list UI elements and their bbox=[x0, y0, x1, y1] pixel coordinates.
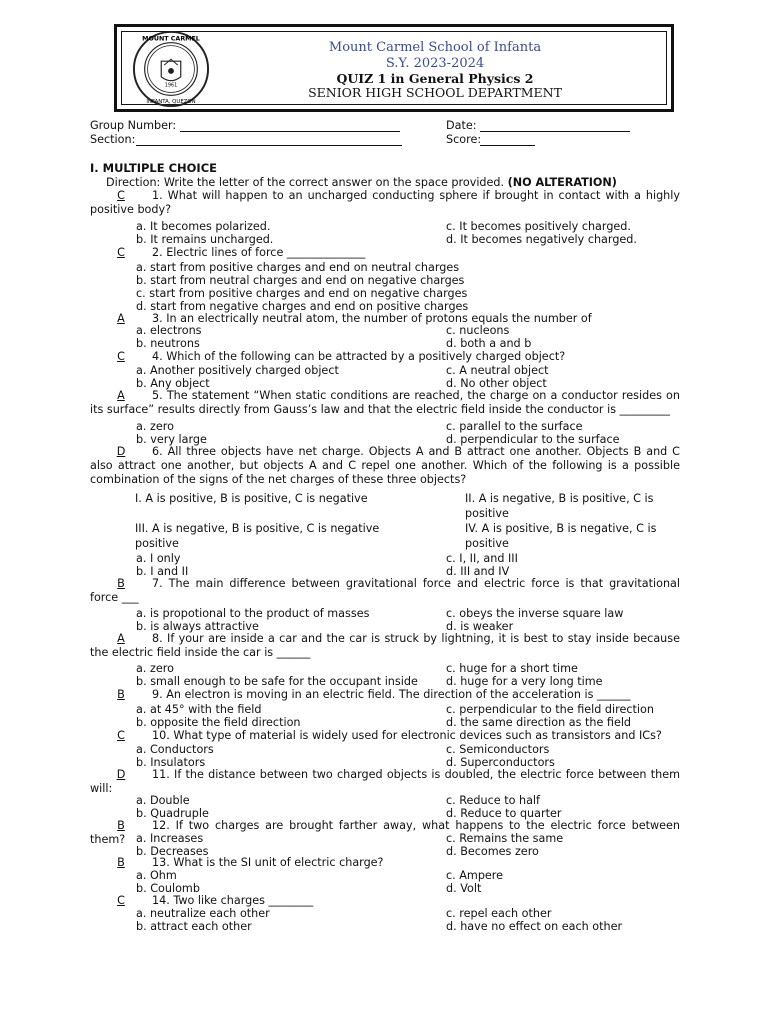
option-letter: d. bbox=[446, 620, 461, 633]
roman-numeral: IV. bbox=[465, 522, 482, 535]
option-letter: d. bbox=[446, 565, 461, 578]
option-letter: b. bbox=[136, 620, 151, 633]
option-c bbox=[446, 794, 540, 807]
option-text: huge for a short time bbox=[459, 662, 578, 675]
option-letter: c. bbox=[446, 552, 460, 565]
option-letter: b. bbox=[136, 845, 151, 858]
option-text: electrons bbox=[149, 324, 202, 337]
option-letter: a. bbox=[136, 832, 150, 845]
question-8 bbox=[90, 632, 680, 660]
question-10 bbox=[90, 729, 680, 743]
option-letter: a. bbox=[136, 324, 150, 337]
option-d bbox=[446, 675, 603, 688]
option-letter: d. bbox=[446, 716, 461, 729]
option-letter: d. bbox=[446, 675, 461, 688]
question-number: 11. bbox=[152, 768, 175, 781]
option-text: Semiconductors bbox=[459, 743, 550, 756]
option-letter: b. bbox=[136, 377, 151, 390]
option-a bbox=[136, 607, 369, 620]
answer-blank[interactable]: C bbox=[117, 246, 125, 259]
option-text: is always attractive bbox=[150, 620, 259, 633]
question-number: 9. bbox=[152, 688, 167, 701]
question-number: 7. bbox=[152, 577, 169, 590]
roman-text: A is negative, B is positive, C is negative positive bbox=[135, 522, 380, 550]
option-text: neutralize each other bbox=[149, 907, 270, 920]
quiz-title: QUIZ 1 in General Physics 2 bbox=[336, 71, 534, 86]
question-number: 3. bbox=[152, 312, 167, 325]
option-letter: d. bbox=[446, 337, 461, 350]
option-letter: b. bbox=[136, 433, 151, 446]
question-2 bbox=[90, 246, 680, 260]
option-text: Any object bbox=[150, 377, 210, 390]
option-c bbox=[446, 364, 549, 377]
option-letter: a. bbox=[136, 261, 150, 274]
option-letter: a. bbox=[136, 220, 150, 233]
question-number: 14. bbox=[152, 894, 174, 907]
option-letter: b. bbox=[136, 337, 151, 350]
option-text: have no effect on each other bbox=[460, 920, 623, 933]
option-b bbox=[136, 337, 200, 350]
option-text: zero bbox=[149, 662, 174, 675]
svg-text:MOUNT CARMEL: MOUNT CARMEL bbox=[142, 35, 200, 43]
option-letter: a. bbox=[136, 607, 150, 620]
question-text: An electron is moving in an electric field. The direction of the acceleration is ______ bbox=[166, 688, 631, 701]
option-a bbox=[136, 869, 177, 882]
option-text: It remains uncharged. bbox=[150, 233, 274, 246]
option-text: Increases bbox=[149, 832, 204, 845]
option-text: small enough to be safe for the occupant inside bbox=[150, 675, 418, 688]
option-letter: c. bbox=[446, 743, 460, 756]
option-letter: b. bbox=[136, 882, 151, 895]
option-text: A neutral object bbox=[459, 364, 549, 377]
option-text: repel each other bbox=[459, 907, 552, 920]
option-letter: d. bbox=[446, 756, 461, 769]
option-text: Ohm bbox=[149, 869, 177, 882]
option-text: perpendicular to the field direction bbox=[459, 703, 654, 716]
option-letter: b. bbox=[136, 920, 151, 933]
option-letter: c. bbox=[446, 607, 460, 620]
question-text: What type of material is widely used for electronic devices such as transistors and ICs? bbox=[173, 729, 662, 742]
question-13 bbox=[90, 856, 680, 870]
option-text: start from negative charges and end on positive charges bbox=[150, 300, 469, 313]
option-text: It becomes positively charged. bbox=[459, 220, 631, 233]
option-text: Conductors bbox=[149, 743, 214, 756]
question-number: 13. bbox=[152, 856, 174, 869]
option-text: Insulators bbox=[150, 756, 206, 769]
question-number: 8. bbox=[152, 632, 168, 645]
option-letter: c. bbox=[446, 832, 460, 845]
option-c bbox=[446, 220, 631, 233]
question-number: 1. bbox=[152, 189, 168, 202]
option-text: is weaker bbox=[460, 620, 514, 633]
option-text: Coulomb bbox=[150, 882, 200, 895]
option-a bbox=[136, 420, 174, 433]
option-letter: a. bbox=[136, 552, 150, 565]
question-7 bbox=[90, 577, 680, 605]
option-letter: c. bbox=[446, 869, 460, 882]
option-text: nucleons bbox=[459, 324, 510, 337]
option-text: III and IV bbox=[460, 565, 510, 578]
option-a bbox=[136, 324, 202, 337]
option-text: at 45° with the field bbox=[149, 703, 262, 716]
option-text: No other object bbox=[460, 377, 547, 390]
question-text: What is the SI unit of electric charge? bbox=[173, 856, 384, 869]
answer-blank[interactable]: A bbox=[117, 389, 125, 402]
answer-blank[interactable]: D bbox=[116, 445, 126, 458]
question-number: 5. bbox=[152, 389, 167, 402]
option-c bbox=[446, 662, 578, 675]
option-text: Double bbox=[149, 794, 190, 807]
question-4 bbox=[90, 350, 680, 364]
group-number-label: Group Number: bbox=[90, 119, 177, 132]
option-letter: a. bbox=[136, 364, 150, 377]
option-d bbox=[446, 716, 631, 729]
section-field[interactable] bbox=[136, 145, 402, 146]
option-letter: b. bbox=[136, 756, 151, 769]
question-number: 4. bbox=[152, 350, 167, 363]
answer-blank[interactable]: B bbox=[117, 688, 125, 701]
option-text: Remains the same bbox=[459, 832, 564, 845]
roman-option bbox=[135, 491, 385, 506]
question-text: All three objects have net charge. Objects A and B attract one another. Objects B and C also attract one another, but objects A and C repel one another. Which of the following is a possible combination of the signs of the net charges of these three objects? bbox=[90, 445, 680, 486]
option-a bbox=[136, 220, 270, 233]
option-text: the same direction as the field bbox=[460, 716, 632, 729]
school-year: S.Y. 2023-2024 bbox=[385, 56, 485, 71]
option-text: attract each other bbox=[150, 920, 252, 933]
option-letter: d. bbox=[446, 845, 461, 858]
date-label: Date: bbox=[446, 119, 477, 132]
question-text: Electric lines of force ______________ bbox=[166, 246, 366, 259]
option-letter: c. bbox=[446, 703, 460, 716]
department: SENIOR HIGH SCHOOL DEPARTMENT bbox=[308, 85, 562, 100]
option-a bbox=[136, 743, 214, 756]
answer-blank[interactable]: C bbox=[117, 189, 125, 202]
answer-blank[interactable]: A bbox=[117, 632, 125, 645]
question-text: The main difference between gravitational force and electric force is that gravitational force ___ bbox=[90, 577, 681, 604]
answer-blank[interactable]: D bbox=[116, 768, 126, 781]
option-letter: d. bbox=[446, 920, 461, 933]
roman-text: A is positive, B is negative, C is positive bbox=[465, 522, 657, 550]
roman-option bbox=[465, 521, 680, 551]
question-text: In an electrically neutral atom, the number of protons equals the number of bbox=[166, 312, 592, 325]
question-number: 10. bbox=[152, 729, 174, 742]
option-text: It becomes polarized. bbox=[149, 220, 271, 233]
option-text: Decreases bbox=[150, 845, 209, 858]
option-text: very large bbox=[150, 433, 207, 446]
option-text: start from neutral charges and end on negative charges bbox=[150, 274, 465, 287]
option-b bbox=[136, 274, 464, 287]
date-field[interactable] bbox=[480, 131, 630, 132]
option-c bbox=[446, 743, 549, 756]
option-text: zero bbox=[149, 420, 174, 433]
option-c bbox=[446, 607, 623, 620]
option-c bbox=[446, 832, 563, 845]
option-letter: a. bbox=[136, 743, 150, 756]
group-number-field[interactable] bbox=[180, 131, 400, 132]
option-text: neutrons bbox=[150, 337, 200, 350]
svg-text:1961: 1961 bbox=[164, 82, 178, 89]
roman-text: A is positive, B is positive, C is negative bbox=[145, 492, 368, 505]
answer-blank[interactable]: B bbox=[117, 577, 125, 590]
option-letter: c. bbox=[446, 324, 460, 337]
answer-blank[interactable]: B bbox=[117, 856, 125, 869]
roman-numeral: III. bbox=[135, 522, 153, 535]
question-6 bbox=[90, 445, 680, 487]
option-text: I, II, and III bbox=[459, 552, 518, 565]
option-letter: c. bbox=[446, 364, 460, 377]
option-c bbox=[446, 907, 552, 920]
option-letter: a. bbox=[136, 662, 150, 675]
option-b bbox=[136, 675, 418, 688]
option-text: Reduce to quarter bbox=[460, 807, 562, 820]
option-text: parallel to the surface bbox=[459, 420, 583, 433]
question-text: If your are inside a car and the car is struck by lightning, it is best to stay inside because the electric field inside the car is ______ bbox=[90, 632, 680, 659]
option-a bbox=[136, 907, 270, 920]
option-letter: d. bbox=[446, 807, 461, 820]
option-a bbox=[136, 261, 459, 274]
option-a bbox=[136, 552, 181, 565]
option-text: It becomes negatively charged. bbox=[460, 233, 637, 246]
question-text: The statement “When static conditions are reached, the charge on a conductor resides on its surface” results directly from Gauss’s law and that the electric field inside the conductor is _________ bbox=[90, 389, 680, 416]
option-letter: b. bbox=[136, 233, 151, 246]
question-text: If the distance between two charged objects is doubled, the electric force between them will: bbox=[90, 768, 680, 795]
question-number: 12. bbox=[152, 819, 176, 832]
answer-blank[interactable]: A bbox=[117, 312, 125, 325]
option-letter: c. bbox=[446, 420, 460, 433]
option-letter: a. bbox=[136, 869, 150, 882]
option-c bbox=[446, 420, 583, 433]
option-letter: c. bbox=[136, 287, 150, 300]
answer-blank[interactable]: C bbox=[117, 894, 125, 907]
option-text: Ampere bbox=[459, 869, 504, 882]
option-c bbox=[136, 287, 467, 300]
roman-option bbox=[135, 521, 385, 551]
school-seal-logo bbox=[132, 30, 210, 108]
option-text: I only bbox=[149, 552, 181, 565]
option-d bbox=[446, 337, 531, 350]
option-letter: d. bbox=[136, 300, 151, 313]
option-text: opposite the field direction bbox=[150, 716, 301, 729]
option-text: Becomes zero bbox=[460, 845, 539, 858]
option-b bbox=[136, 920, 252, 933]
roman-numeral: II. bbox=[465, 492, 479, 505]
option-letter: b. bbox=[136, 716, 151, 729]
roman-numeral: I. bbox=[135, 492, 146, 505]
option-text: perpendicular to the surface bbox=[460, 433, 620, 446]
option-letter: a. bbox=[136, 794, 150, 807]
option-text: Quadruple bbox=[150, 807, 209, 820]
option-letter: a. bbox=[136, 420, 150, 433]
option-letter: b. bbox=[136, 274, 151, 287]
svg-text:INFANTA, QUEZON: INFANTA, QUEZON bbox=[146, 99, 196, 106]
option-letter: c. bbox=[446, 662, 460, 675]
option-d bbox=[446, 920, 622, 933]
question-number: 2. bbox=[152, 246, 167, 259]
score-field[interactable] bbox=[480, 145, 535, 146]
answer-blank[interactable]: C bbox=[117, 350, 125, 363]
option-letter: d. bbox=[446, 233, 461, 246]
option-text: start from positive charges and end on neutral charges bbox=[149, 261, 460, 274]
option-letter: d. bbox=[446, 433, 461, 446]
school-name: Mount Carmel School of Infanta bbox=[328, 40, 542, 55]
option-text: I and II bbox=[150, 565, 189, 578]
option-letter: b. bbox=[136, 565, 151, 578]
option-a bbox=[136, 832, 203, 845]
question-number: 6. bbox=[152, 445, 168, 458]
option-text: is propotional to the product of masses bbox=[149, 607, 370, 620]
option-letter: a. bbox=[136, 703, 150, 716]
option-text: Reduce to half bbox=[459, 794, 540, 807]
option-a bbox=[136, 364, 339, 377]
option-d bbox=[446, 233, 637, 246]
option-letter: b. bbox=[136, 807, 151, 820]
roman-text: A is negative, B is positive, C is positive bbox=[465, 492, 654, 520]
question-text: Which of the following can be attracted by a positively charged object? bbox=[166, 350, 566, 363]
option-letter: c. bbox=[446, 907, 460, 920]
question-1 bbox=[90, 189, 680, 217]
question-5 bbox=[90, 389, 680, 417]
question-9 bbox=[90, 688, 680, 702]
score-label: Score: bbox=[446, 133, 482, 146]
option-letter: a. bbox=[136, 907, 150, 920]
option-c bbox=[446, 869, 503, 882]
option-a bbox=[136, 662, 174, 675]
direction: Direction: Write the letter of the correct answer on the space provided. (NO ALTERATION) bbox=[106, 176, 617, 189]
answer-blank[interactable]: B bbox=[117, 819, 125, 832]
option-letter: c. bbox=[446, 220, 460, 233]
answer-blank[interactable]: C bbox=[117, 729, 125, 742]
option-c bbox=[446, 703, 654, 716]
roman-option bbox=[465, 491, 680, 521]
section-title: I. MULTIPLE CHOICE bbox=[90, 161, 218, 175]
option-text: huge for a very long time bbox=[460, 675, 603, 688]
option-letter: c. bbox=[446, 794, 460, 807]
option-text: Superconductors bbox=[460, 756, 555, 769]
option-b bbox=[136, 233, 273, 246]
option-letter: d. bbox=[446, 882, 461, 895]
option-b bbox=[136, 716, 301, 729]
option-text: Volt bbox=[460, 882, 482, 895]
option-letter: b. bbox=[136, 675, 151, 688]
question-11 bbox=[90, 768, 680, 796]
option-c bbox=[446, 324, 509, 337]
question-14 bbox=[90, 894, 680, 908]
option-letter: d. bbox=[446, 377, 461, 390]
question-text: If two charges are brought farther away, what happens to the electric force between them? bbox=[90, 819, 680, 846]
question-text: Two like charges ________ bbox=[173, 894, 314, 907]
option-text: both a and b bbox=[460, 337, 532, 350]
option-text: Another positively charged object bbox=[149, 364, 339, 377]
option-a bbox=[136, 794, 190, 807]
question-text: What will happen to an uncharged conducting sphere if brought in contact with a highly positive body? bbox=[90, 189, 680, 216]
option-text: start from positive charges and end on negative charges bbox=[149, 287, 468, 300]
section-label: Section: bbox=[90, 133, 136, 146]
option-a bbox=[136, 703, 262, 716]
option-text: obeys the inverse square law bbox=[459, 607, 624, 620]
option-c bbox=[446, 552, 518, 565]
